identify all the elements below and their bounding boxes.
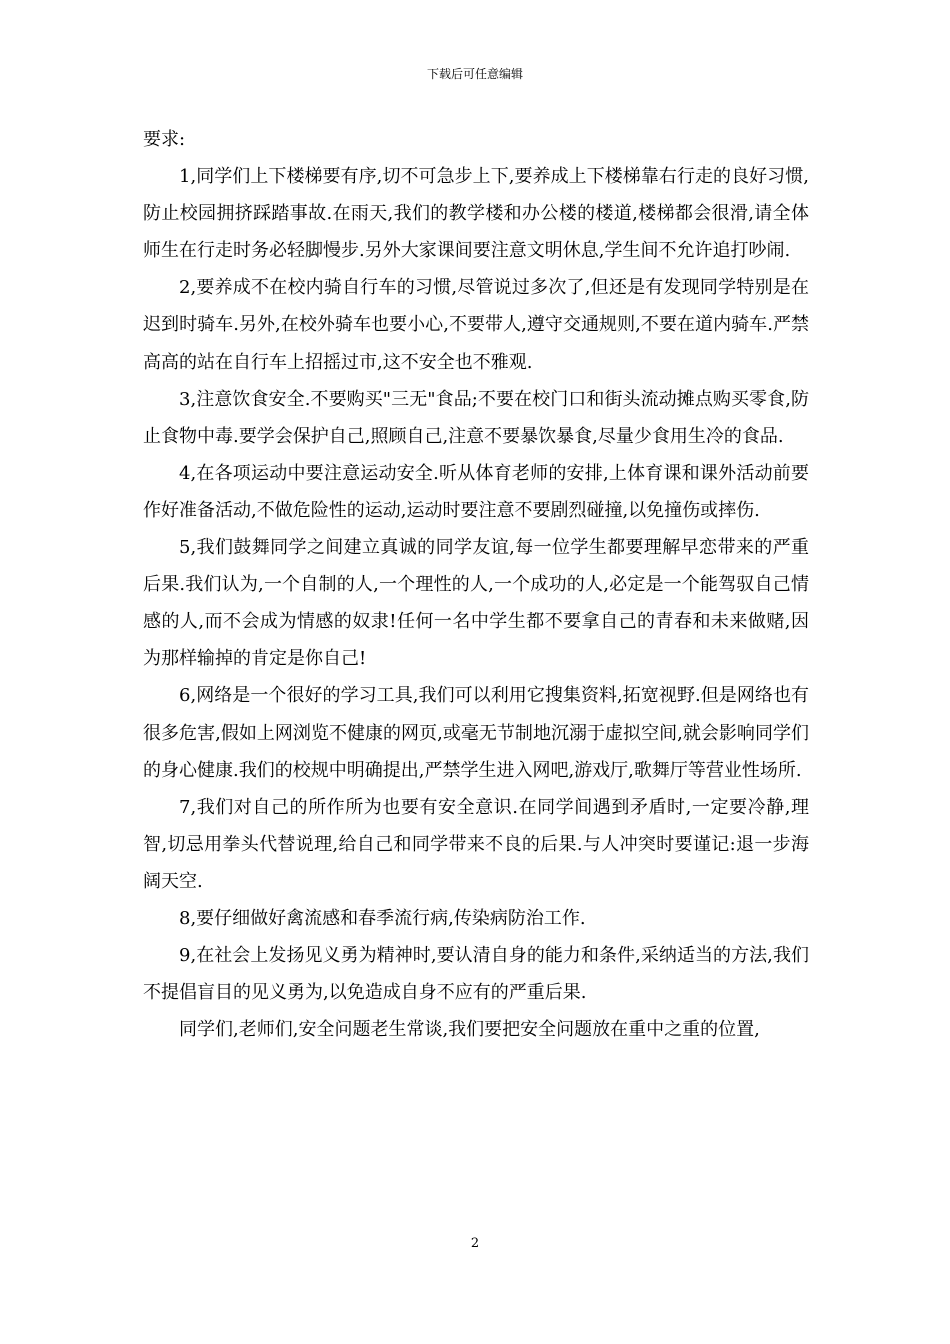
paragraph-3: 3,注意饮食安全.不要购买"三无"食品;不要在校门口和街头流动摊点购买零食,防止食物中毒.要学会保护自己,照顾自己,注意不要暴饮暴食,尽量少食用生冷的食品. [143, 388, 809, 447]
paragraph-5: 5,我们鼓舞同学之间建立真诚的同学友谊,每一位学生都要理解早恋带来的严重后果.我们认为,一个自制的人,一个理性的人,一个成功的人,必定是一个能驾驭自己情感的人,而不会成为情感的奴隶!任何一名中学生都不要拿自己的青春和未来做赌,因为那样输掉的肯定是你自己! [143, 537, 809, 670]
paragraph-6: 6,网络是一个很好的学习工具,我们可以利用它搜集资料,拓宽视野.但是网络也有很多危害,假如上网浏览不健康的网页,或毫无节制地沉溺于虚拟空间,就会影响同学们的身心健康.我们的校规中明确提出,严禁学生进入网吧,游戏厅,歌舞厅等营业性场所. [143, 685, 809, 781]
page-header: 下载后可任意编辑 [426, 67, 523, 81]
page-number: 2 [470, 1236, 480, 1251]
document-body [143, 121, 809, 1048]
section-heading: 要求: [143, 129, 186, 150]
paragraph-8: 8,要仔细做好禽流感和春季流行病,传染病防治工作. [179, 907, 586, 929]
paragraph-1: 1,同学们上下楼梯要有序,切不可急步上下,要养成上下楼梯靠右行走的良好习惯,防止校园拥挤踩踏事故.在雨天,我们的教学楼和办公楼的楼道,楼梯都会很滑,请全体师生在行走时务必轻脚慢步.另外大家课间要注意文明休息,学生间不允许追打吵闹. [143, 166, 809, 262]
paragraph-7: 7,我们对自己的所作所为也要有安全意识.在同学间遇到矛盾时,一定要冷静,理智,切忌用拳头代替说理,给自己和同学带来不良的后果.与人冲突时要谨记:退一步海阔天空. [143, 796, 809, 892]
paragraph-2: 2,要养成不在校内骑自行车的习惯,尽管说过多次了,但还是有发现同学特别是在迟到时骑车.另外,在校外骑车也要小心,不要带人,遵守交通规则,不要在道内骑车.严禁高高的站在自行车上招摇过市,这不安全也不雅观. [143, 277, 809, 373]
paragraph-closing: 同学们,老师们,安全问题老生常谈,我们要把安全问题放在重中之重的位置, [179, 1019, 760, 1041]
paragraph-4: 4,在各项运动中要注意运动安全.听从体育老师的安排,上体育课和课外活动前要作好准备活动,不做危险性的运动,运动时要注意不要剧烈碰撞,以免撞伤或摔伤. [143, 462, 809, 521]
paragraph-9: 9,在社会上发扬见义勇为精神时,要认清自身的能力和条件,采纳适当的方法,我们不提倡盲目的见义勇为,以免造成自身不应有的严重后果. [143, 945, 809, 1004]
